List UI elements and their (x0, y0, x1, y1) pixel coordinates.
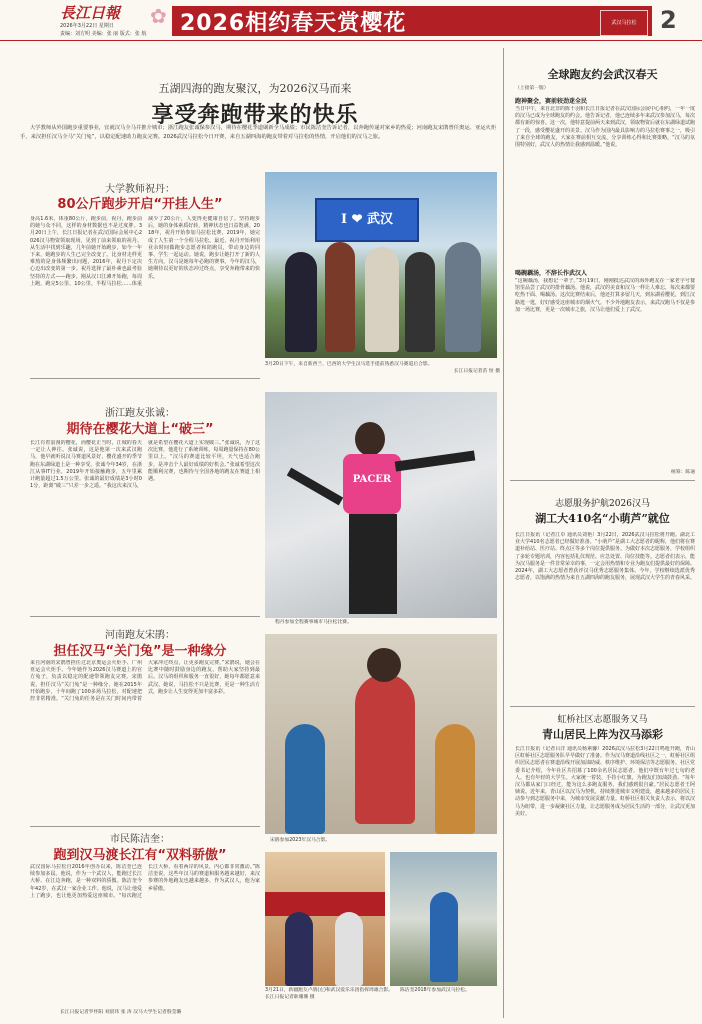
runner-head (367, 648, 401, 682)
orchestra-photo-caption: 3月21日，新疆跑友卢鹃(左)和武汉爱乐乐团指挥周雄合影。 长江日报记者耿珊珊 摄 (265, 988, 394, 1000)
runner-figure (435, 724, 475, 834)
right-body-4: 长江日报讯（记者吕洋 通讯员杨素馨）2026武汉马拉松3月22日鸣枪开跑，青山区虹桥社区志愿服务队早早做好了准备。作为汉马赛道沿线社区之一，虹桥社区组织居民志愿者在赛道沿线开展加油助威、秩序维护、环境保洁等志愿服务。社区党委书记介绍，今年社区共招募了100余名居民志愿者，他们中既有年过七旬的老人，也有年轻的大学生。大家统一着装，手持小红旗，为跑友们加油鼓劲。“每年汉马都从家门口经过，能为这么多跑友服务，我们感到很自豪。”居民志愿者王阿姨说。近年来，青山区以汉马为契机，持续推进城市文明建设，越来越多的居民主动参与到志愿服务中来，为城市发展贡献力量。虹桥社区相关负责人表示，将以汉马为纽带，进一步凝聚社区力量，让志愿服务成为居民生活的一部分，让武汉更加美好。 (515, 746, 695, 817)
story1-kicker: 大学教师祝丹： (105, 184, 175, 195)
issue-date: 2026年3月22日 星期日 (60, 23, 114, 29)
runner-head (355, 422, 385, 456)
masthead-logo: 長江日報 (60, 4, 121, 22)
chenjiekui-photo-caption: 陈洁奎2018年参加武汉马拉松。 (400, 988, 470, 993)
story4-title: 跑到汉马渡长江有“双料骄傲” (53, 848, 227, 863)
story2-title: 期待在樱花大道上“破三” (66, 422, 214, 437)
section-flag (600, 10, 648, 36)
songjuan-photo (265, 634, 497, 834)
editor-credits: 责编：刘方明 美编：张 丽 版式：张 航 (60, 31, 147, 37)
main-lead: 大学教师从外国跑步重要事业，宜就汉马全马并推介城市；浙江跑友张诚保参汉马，期待在樱花季道刷新全马成绩；市民陈洁奎告诉记者，以奔跑传递对家乡的热爱；河南跑友宋鹃曾任奥运、亚运火炬手，来汉担任汉马全马“关门兔”，以稳定配速助力跑友完赛。2026武汉马拉松今日开赛，来自五湖四海的跑友带着对马拉松的热情，开启他们的汉马之旅。 (20, 125, 497, 140)
right-title-2a: 志愿服务护航2026汉马 (555, 499, 650, 509)
story-byline: 长江日报记者罗怀阳 刘晨玮 张 涛 汉马大学生记者殷莹璐 (60, 1010, 182, 1015)
right-body-1: 当日中午，来自北非的陈千羽和长江日报记者在武汉国际会展中心相约，一年一度的汉马已成为全球跑友的约会。他告诉记者，他已连续多年来武汉参加汉马，每次都有新的惊喜。这一次，他特意提前两天来到武汉，领取物资后就在东湖绿道试跑了一段，感受樱花盛开的美景。汉马作为国内最具影响力的马拉松赛事之一，吸引了来自全球的跑友，大家在赛前相互交流，分享训练心得和比赛策略。“汉马的氛围特别好，武汉人的热情让我感到温暖。”他说。 (515, 106, 695, 149)
chenjiekui-photo (390, 852, 497, 986)
pacer-jersey: PACER (343, 454, 401, 514)
main-headline: 享受奔跑带来的快乐 (151, 102, 359, 128)
main-kicker: 五湖四海的跑友聚汉，为2026汉马而来 (158, 82, 352, 95)
section-divider (30, 616, 260, 617)
group-photo-caption: 3月20日下午，来自新西兰、巴西的大学生汉马选手提前熟悉汉马赛道后合影。 (265, 362, 433, 367)
story4-kicker: 市民陈洁奎： (110, 834, 170, 845)
sign-board: I ❤ 武汉 (315, 198, 419, 242)
right-body-2: “这碗藕汤，我想记一辈子。”3月19日，刚刚抵达武汉的海外跑友在一家老字号餐馆里品尝了武汉的排骨藕汤。他说，武汉的美食和汉马一样让人难忘，每次来都要吃热干面、喝藕汤。这次比赛结束后，他还打算多留几天，到东湖看樱花，到江汉路逛一逛，好好感受这座城市的烟火气。不少外地跑友表示，来武汉跑马不仅是参加一场比赛，更是一次城市之旅，汉马让他们爱上了武汉。 (515, 278, 695, 313)
runner-figure (355, 674, 415, 824)
banner-stripe (265, 892, 385, 916)
runner-figure (335, 912, 363, 986)
right-body-3: 长江日报讯（记者江卓 通讯员刘艳）3月22日，2026武汉马拉松将开跑。湖北工业大学410名志愿者已经做好准备。“小萌芦”是湖工大志愿者的昵称，他们将在赛道补给站、医疗站、终点区等多个岗位提供服务。为做好本次志愿服务，学校组织了多轮专题培训，内容包括礼仪规范、应急处置、岗位技能等。志愿者们表示，能为汉马服务是一件非常荣幸的事，一定会用热情和专业为跑友们提供最好的保障。2024年，湖工大志愿者曾获评汉马优秀志愿服务集体。今年，学校继续选派优秀志愿者，以饱满的热情为来自五湖四海的跑友服务，展现武汉大学生的青春风采。 (515, 532, 695, 582)
right-credit-1: 统筹：陈通 (671, 470, 695, 475)
runner-figure (325, 242, 355, 352)
right-head-2: 喝碗藕汤，不辞长作武汉人 (515, 270, 588, 277)
runner-figure (445, 242, 481, 352)
blossom-icon: ✿ (150, 4, 167, 28)
runner-figure (430, 892, 458, 982)
runner-arm (287, 468, 343, 506)
runner-figure (365, 247, 399, 352)
story3-kicker: 河南跑友宋鹃： (105, 630, 175, 641)
orchestra-photo (265, 852, 385, 986)
story1-title: 80公斤跑步开启“开挂人生” (57, 197, 223, 212)
section-divider (510, 706, 695, 707)
right-sub-1: （上接第一版） (515, 86, 549, 91)
story4-body: 武汉国际马拉松自2016年创办以来，陈洁奎已连续参加多届。他说，作为一个武汉人，能跑过长江大桥、在江边奔跑，是一种双料的骄傲。陈洁奎今年42岁，在武汉一家企业工作。他说，汉马让他爱上了跑步，也让他更加热爱这座城市。“每次跑过长江大桥，看着两岸的风景，内心都非常激动。”陈洁奎说，这些年汉马的赛道和服务越来越好，来汉参赛的外地跑友也越来越多，作为武汉人，他为家乡骄傲。 (30, 864, 260, 899)
runner-figure (285, 252, 317, 352)
story3-body: 来自河南的宋鹃曾担任过北京奥运会火炬手、广州亚运会火炬手。今年她作为2026汉马赛道上的官方兔子，负责以稳定的配速带领跑友完赛。宋鹃说，担任汉马“关门兔”是一种缘分，她在2015年开始跑步，十年间跑了100多场马拉松，对配速把控非常精准。“关门兔的任务是在关门时间内带着大家冲过终点，让更多跑友完赛。”宋鹃说，她会在比赛中随时鼓励身边的跑友，帮助大家坚持到最后。汉马的组织和服务一直很好，她每年都愿意来武汉。她说，马拉松不只是比赛，更是一种生活方式，跑步让人生变得更加丰富多彩。 (30, 660, 260, 703)
right-title-2b: 湖工大410名“小萌芦”就位 (535, 512, 670, 525)
right-title-3a: 虹桥社区志愿服务又马 (557, 715, 648, 725)
runner-figure (285, 724, 325, 834)
page-number: 2 (660, 6, 677, 34)
column-divider (503, 48, 504, 1018)
section-divider (510, 480, 695, 481)
songjuan-photo-caption: 宋鹃参加2023年汉马合影。 (270, 838, 331, 843)
header-rule (0, 40, 702, 41)
runner-arm (395, 450, 476, 471)
page-title: 2026相约春天赏樱花 (180, 11, 407, 36)
pacer-photo-caption: 程丹参加全程赛事城市马拉松比赛。 (275, 620, 352, 625)
section-divider (30, 826, 260, 827)
story2-kicker: 浙江跑友张诚： (105, 408, 175, 419)
runner-figure (285, 912, 313, 986)
right-title-3b: 青山居民上阵为汉马添彩 (542, 728, 663, 741)
right-head-1: 跑神聚会，赛前较劲迷全民 (515, 98, 588, 105)
section-flag-text: 武汉马拉松 (611, 20, 637, 26)
story2-body: 长江有着浪漫的樱花，而樱花正当时，江城的春天一定让人神往。张诚说，这是他第一次来武汉跑马，他早就听说汉马赛道风景好，樱花盛开的季节跑在东湖绿道上是一种享受。张诚今年34岁，在浙江从事IT行业，2019年开始接触跑步，五年里累计跑量超过1.5万公里。张诚的最好成绩是3小时01分，距离“破三”只差一步之遥。“我这次来汉马，就是希望在樱花大道上实现破三。”张诚说，为了这次比赛，他进行了系统训练，每周跑量保持在80公里以上。“汉马的赛道比较平坦，天气也适合跑步，是冲击个人最好成绩的好机会。”张诚希望这次能顺利完赛，也期待与全国各地的跑友在赛道上相遇。 (30, 440, 260, 490)
runner-legs (349, 514, 397, 614)
group-photo-credit: 长江日报记者苗 恒 摄 (453, 369, 500, 374)
group-photo (265, 172, 497, 358)
section-divider (30, 378, 260, 379)
story1-body: 身高1.6米、体重80公斤，跑步前，祝丹，跑步前的她与众不同，这样的身材数据也不是过度胖。3月20日上午，长江日报记者在武汉国际会展中心2026汉马物资领取现场，见到了前来领取的祝丹。从生活中找到乐趣，几年前她开始跑步，如今一年下来，她跑步的人生已完全改变了。比身材走样更难熬的是身体频繁出问题，2016年，祝丹下定决心迈出改变的第一步。祝丹选择了最朴素也最考验坚持的方式——跑步。刚从汉口江滩开始跑，每周上跑，跑完5公里、10公里、半程马拉松……体重减少了20公斤，人变得更健康自信了。坚持跑步后，她的身体素质好转，精神状态也日益饱满。2018年，祝丹开始参加马拉松比赛，2019年，她完成了人生第一个全程马拉松。最近，祝丹开始利用业余时间做跑步志愿者和陪跑员，带动身边的同事、学生一起运动。她说，跑步让她打开了新的人生方向，汉马是她每年必跑的赛事。今年的汉马，她期待以更好的状态冲过终点，享受奔跑带来的快乐。 (30, 216, 260, 287)
story3-title: 担任汉马“关门兔”是一种缘分 (53, 644, 227, 659)
right-title-1: 全球跑友约会武汉春天 (547, 68, 658, 81)
pacer-photo (265, 392, 497, 618)
runner-figure (405, 252, 435, 352)
